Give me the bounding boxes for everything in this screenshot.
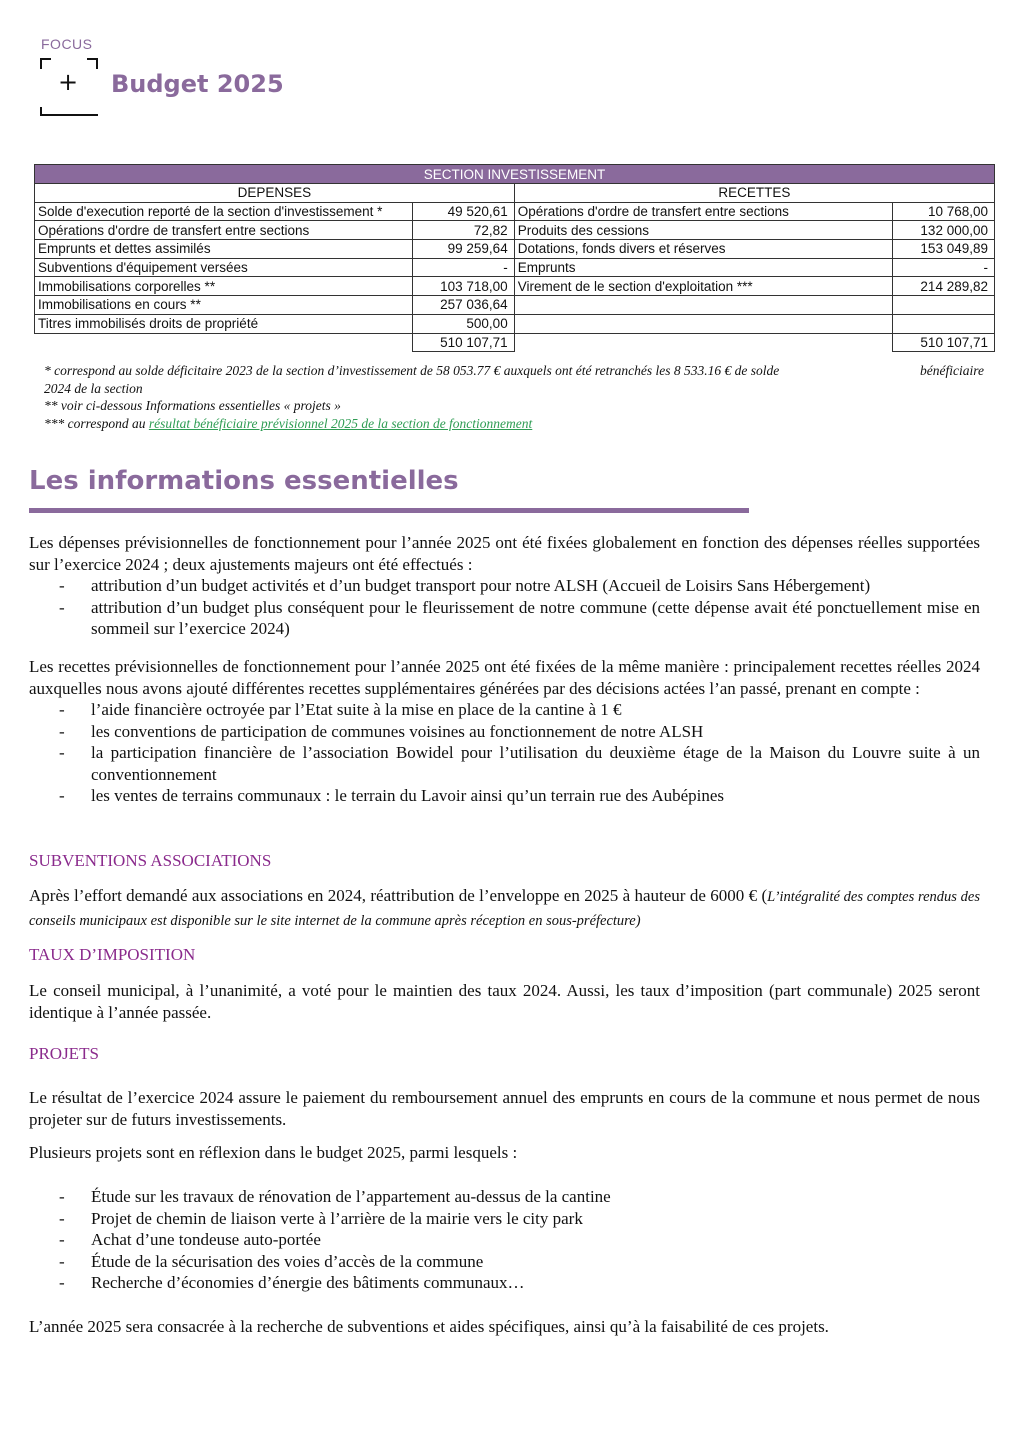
- rec-value: 214 289,82: [893, 277, 995, 296]
- rec-value: [893, 296, 995, 315]
- rec-label: Produits des cessions: [514, 221, 892, 240]
- rec-label: [514, 296, 892, 315]
- dep-label: Immobilisations corporelles **: [35, 277, 413, 296]
- table-row: [35, 202, 995, 221]
- rec-label: Opérations d'ordre de transfert entre sections: [514, 202, 892, 221]
- rec-label: Virement de le section d'exploitation ***: [514, 277, 892, 296]
- list-item: - l’aide financière octroyée par l’Etat suite à la mise en place de la cantine à 1 €: [59, 700, 622, 719]
- note-1: * correspond au solde déficitaire 2023 de la section d’investissement de 58 053.77 € auxquels ont été retranchés les 8 533.16 € de solde: [44, 363, 780, 378]
- list-item: - Étude sur les travaux de rénovation de l’appartement au-dessus de la cantine: [59, 1187, 611, 1206]
- projets-list: [29, 1186, 980, 1294]
- bullet-list: [29, 1186, 980, 1294]
- essentials-depenses: [29, 532, 980, 640]
- table-notes: [44, 362, 984, 432]
- rec-value: 10 768,00: [893, 202, 995, 221]
- dep-label: Titres immobilisés droits de propriété: [35, 314, 413, 333]
- dep-label: Opérations d'ordre de transfert entre sections: [35, 221, 413, 240]
- focus-label: FOCUS: [41, 36, 93, 52]
- projets-para2: Plusieurs projets sont en réflexion dans le budget 2025, parmi lesquels :: [29, 1143, 518, 1162]
- table-row: [35, 221, 995, 240]
- rec-value: [893, 314, 995, 333]
- table-row: [35, 240, 995, 259]
- note-3: *** correspond au résultat bénéficiaire prévisionnel 2025 de la section de fonctionnement: [44, 415, 533, 431]
- projets-closing: L’année 2025 sera consacrée à la recherche de subventions et aides spécifiques, ainsi qu’à la faisabilité de ces projets.: [29, 1317, 829, 1336]
- dep-label: Immobilisations en cours **: [35, 296, 413, 315]
- section-heading: Les informations essentielles: [29, 466, 459, 496]
- note-2: ** voir ci-dessous Informations essentielles « projets »: [44, 398, 341, 413]
- note-3-link[interactable]: résultat bénéficiaire prévisionnel 2025 de la section de fonctionnement: [148, 415, 533, 431]
- dep-value: 500,00: [412, 314, 514, 333]
- depenses-header: DEPENSES: [35, 184, 515, 203]
- table-row: [35, 258, 995, 277]
- subventions-text: Après l’effort demandé aux associations en 2024, réattribution de l’enveloppe en 2025 à hauteur de 6000 € (L’intégralité des comptes rendus des conseils municipaux est disponible sur le site internet de la commune après réception en sous-préfecture): [29, 886, 980, 929]
- bullet-list: [29, 575, 980, 640]
- dep-value: -: [412, 258, 514, 277]
- list-item: - Recherche d’économies d’énergie des bâtiments communaux…: [59, 1273, 525, 1292]
- plus-icon: +: [58, 68, 79, 96]
- paragraph: Les recettes prévisionnelles de fonctionnement pour l’année 2025 ont été fixées de la même manière : principalement recettes réelles 2024 auxquelles nous avons ajouté différentes recettes supplémentaires générées par des décisions actées l’an passé, prenant en compte :: [29, 657, 980, 698]
- dep-value: 99 259,64: [412, 240, 514, 259]
- rec-total: 510 107,71: [893, 333, 995, 352]
- dep-value: 49 520,61: [412, 202, 514, 221]
- rec-label: [514, 314, 892, 333]
- dep-value: 72,82: [412, 221, 514, 240]
- projets-para1: Le résultat de l’exercice 2024 assure le paiement du remboursement annuel des emprunts en cours de la commune et nous permet de nous projeter sur de futurs investissements.: [29, 1088, 980, 1129]
- list-item: - Projet de chemin de liaison verte à l’arrière de la mairie vers le city park: [59, 1208, 583, 1228]
- taux-text: Le conseil municipal, à l’unanimité, a voté pour le maintien des taux 2024. Aussi, les taux d’imposition (part communale) 2025 seront identique à l’année passée.: [29, 981, 980, 1022]
- list-item: - Étude de la sécurisation des voies d’accès de la commune: [59, 1251, 484, 1271]
- dep-label: Subventions d'équipement versées: [35, 258, 413, 277]
- section-title: SECTION INVESTISSEMENT: [35, 165, 995, 184]
- rec-label: Emprunts: [514, 258, 892, 277]
- recettes-header: RECETTES: [514, 184, 994, 203]
- list-item: - les conventions de participation de communes voisines au fonctionnement de notre ALSH: [59, 721, 704, 741]
- note-1-right: bénéficiaire: [920, 363, 984, 378]
- rec-value: 132 000,00: [893, 221, 995, 240]
- list-item: - Achat d’une tondeuse auto-portée: [59, 1230, 321, 1249]
- table-row: [35, 296, 995, 315]
- paragraph: Les dépenses prévisionnelles de fonctionnement pour l’année 2025 ont été fixées globalement en fonction des dépenses réelles supportées sur l’exercice 2024 ; deux ajustements majeurs ont été effectués :: [29, 533, 980, 574]
- dep-label: Solde d'execution reporté de la section d'investissement *: [35, 202, 413, 221]
- list-item: - attribution d’un budget plus conséquent pour le fleurissement de notre commune (cette dépense avait été ponctuellement mise en sommeil sur l’exercice 2024): [59, 597, 980, 638]
- list-item: - les ventes de terrains communaux : le terrain du Lavoir ainsi qu’un terrain rue des Aubépines: [59, 786, 725, 805]
- rec-value: -: [893, 258, 995, 277]
- list-item: - attribution d’un budget activités et d’un budget transport pour notre ALSH (Accueil de Loisirs Sans Hébergement): [59, 576, 871, 595]
- taux-heading: TAUX D’IMPOSITION: [29, 945, 196, 964]
- rec-value: 153 049,89: [893, 240, 995, 259]
- investment-table: [34, 164, 995, 352]
- focus-frame-icon: [40, 58, 98, 116]
- note-1-cont: 2024 de la section: [44, 380, 143, 396]
- bullet-list: [29, 699, 980, 807]
- table-total-row: [35, 333, 995, 352]
- subventions-heading: SUBVENTIONS ASSOCIATIONS: [29, 851, 272, 870]
- heading-underline: [29, 508, 749, 513]
- table-row: [35, 314, 995, 333]
- table-row: [35, 277, 995, 296]
- dep-value: 103 718,00: [412, 277, 514, 296]
- dep-label: Emprunts et dettes assimilés: [35, 240, 413, 259]
- dep-total: 510 107,71: [412, 333, 514, 352]
- essentials-recettes: [29, 656, 980, 807]
- page-title: Budget 2025: [111, 70, 284, 98]
- list-item: - la participation financière de l’association Bowidel pour l’utilisation du deuxième étage de la Maison du Louvre suite à un conventionnement: [59, 743, 980, 784]
- projets-heading: PROJETS: [29, 1044, 99, 1063]
- rec-label: Dotations, fonds divers et réserves: [514, 240, 892, 259]
- dep-value: 257 036,64: [412, 296, 514, 315]
